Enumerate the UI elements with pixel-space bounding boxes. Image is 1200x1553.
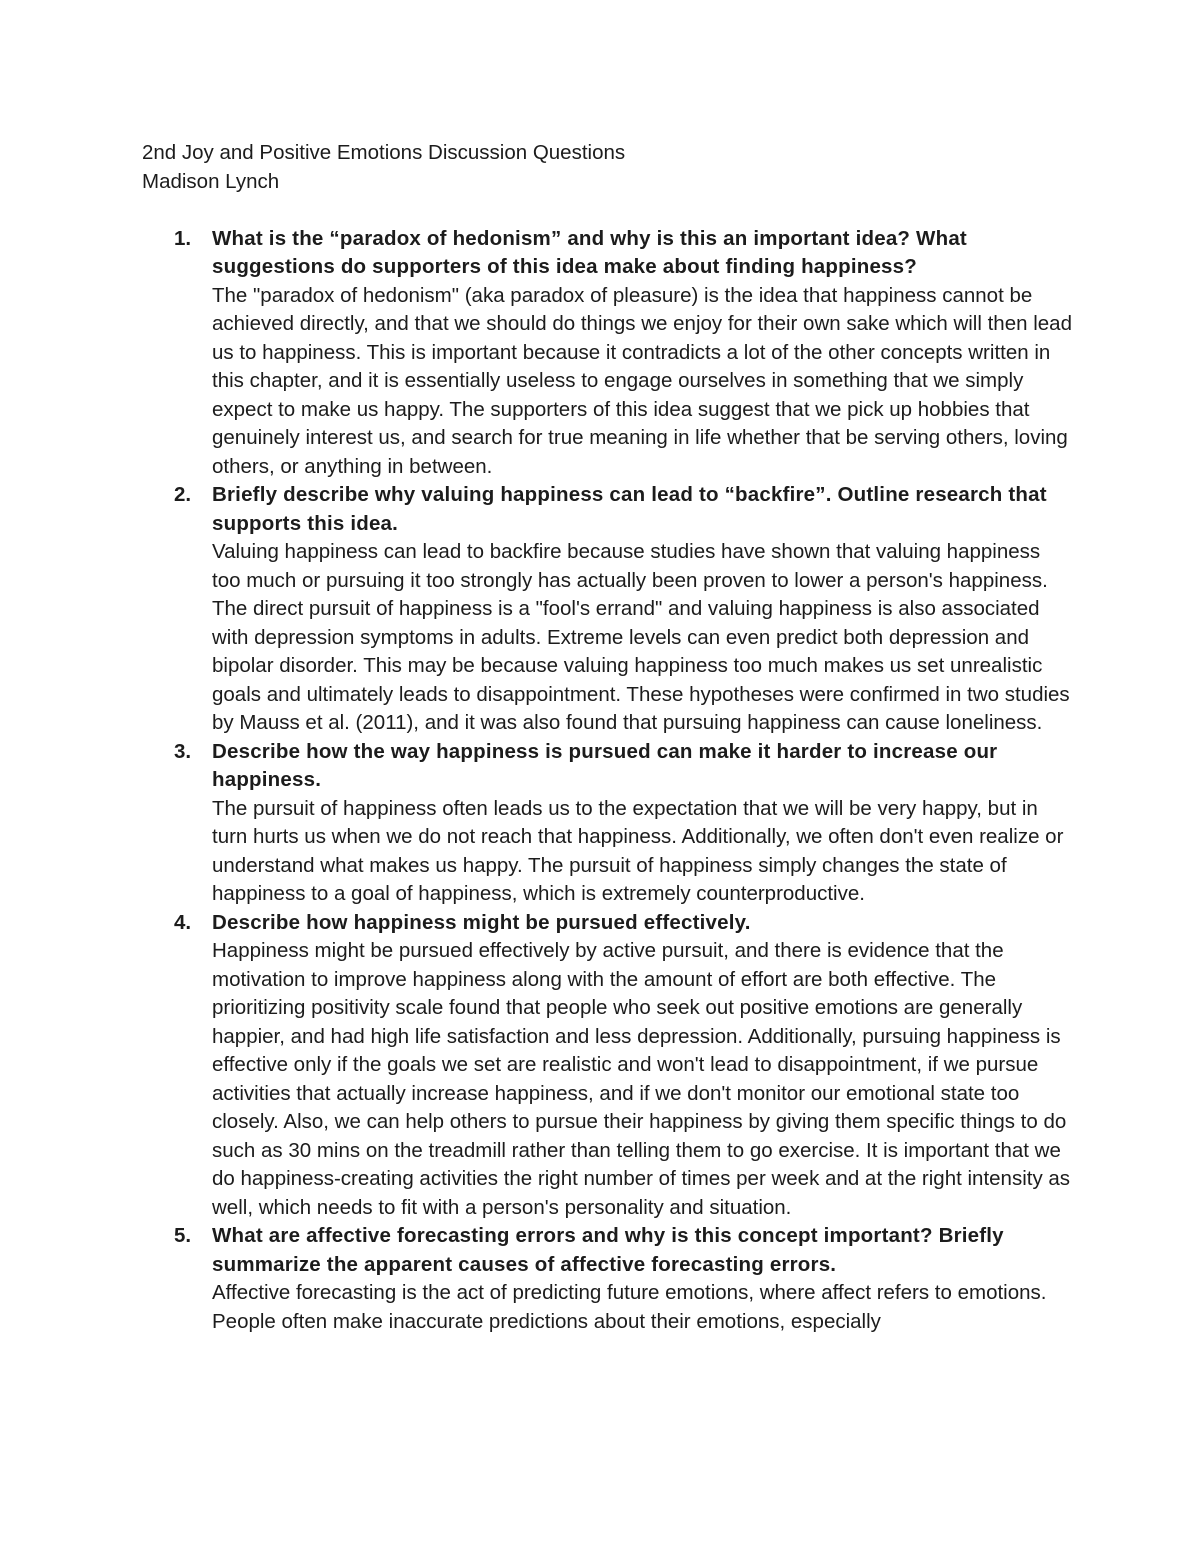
question-text: What is the “paradox of hedonism” and why is this an important idea? What suggestions do supporters of this idea make about finding happiness? bbox=[212, 226, 967, 278]
question-text: Describe how happiness might be pursued effectively. bbox=[212, 910, 751, 934]
document-title: 2nd Joy and Positive Emotions Discussion Questions bbox=[142, 141, 626, 164]
question-text: What are affective forecasting errors and why is this concept important? Briefly summarize the apparent causes of affective forecasting errors. bbox=[212, 1224, 1004, 1276]
question-item-3 bbox=[142, 738, 1072, 909]
document-page bbox=[142, 139, 1072, 1336]
question-number: 2. bbox=[174, 483, 192, 506]
question-number: 4. bbox=[174, 910, 192, 934]
question-number: 1. bbox=[174, 226, 192, 250]
question-text: Briefly describe why valuing happiness can lead to “backfire”. Outline research that supports this idea. bbox=[212, 483, 1047, 535]
question-item-1 bbox=[142, 225, 1072, 482]
question-number: 5. bbox=[174, 1224, 192, 1247]
question-item-2 bbox=[142, 481, 1072, 738]
answer-text: The pursuit of happiness often leads us to the expectation that we will be very happy, but in turn hurts us when we do not reach that happiness. Additionally, we often don't even realize or understand what makes us happy. The pursuit of happiness simply changes the state of happiness to a goal of happiness, which is extremely counterproductive. bbox=[212, 796, 1064, 905]
question-list bbox=[142, 225, 1072, 1337]
document-author: Madison Lynch bbox=[142, 169, 280, 193]
answer-text: Affective forecasting is the act of predicting future emotions, where affect refers to emotions. People often make inaccurate predictions about their emotions, especially bbox=[212, 1281, 1047, 1333]
blank-line bbox=[142, 196, 1072, 225]
question-item-5 bbox=[142, 1222, 1072, 1336]
answer-text: Happiness might be pursued effectively by active pursuit, and there is evidence that the motivation to improve happiness along with the amount of effort are both effective. The prioritizing positivity scale found that people who seek out positive emotions are generally happier, and had high life satisfaction and less depression. Additionally, pursuing happiness is effective only if the goals we set are realistic and won't lead to disappointment, if we pursue activities that actually increase happiness, and if we don't monitor our emotional state too closely. Also, we can help others to pursue their happiness by giving them specific things to do such as 30 mins on the treadmill rather than telling them to go exercise. It is important that we do happiness-creating activities the right number of times per week and at the right intensity as well, which needs to fit with a person's personality and situation. bbox=[212, 939, 1071, 1219]
question-item-4 bbox=[142, 909, 1072, 1223]
answer-text: Valuing happiness can lead to backfire because studies have shown that valuing happiness too much or pursuing it too strongly has actually been proven to lower a person's happiness. The direct pursuit of happiness is a "fool's errand" and valuing happiness is also associated with depression symptoms in adults. Extreme levels can even predict both depression and bipolar disorder. This may be because valuing happiness too much makes us set unrealistic goals and ultimately leads to disappointment. These hypotheses were confirmed in two studies by Mauss et al. (2011), and it was also found that pursuing happiness can cause loneliness. bbox=[212, 540, 1070, 734]
answer-text: The "paradox of hedonism" (aka paradox of pleasure) is the idea that happiness cannot be achieved directly, and that we should do things we enjoy for their own sake which will then lead us to happiness. This is important because it contradicts a lot of the other concepts written in this chapter, and it is essentially useless to engage ourselves in something that we simply expect to make us happy. The supporters of this idea suggest that we pick up hobbies that genuinely interest us, and search for true meaning in life whether that be serving others, loving others, or anything in between. bbox=[212, 283, 1072, 478]
question-number: 3. bbox=[174, 739, 192, 763]
question-text: Describe how the way happiness is pursued can make it harder to increase our happiness. bbox=[212, 739, 998, 791]
